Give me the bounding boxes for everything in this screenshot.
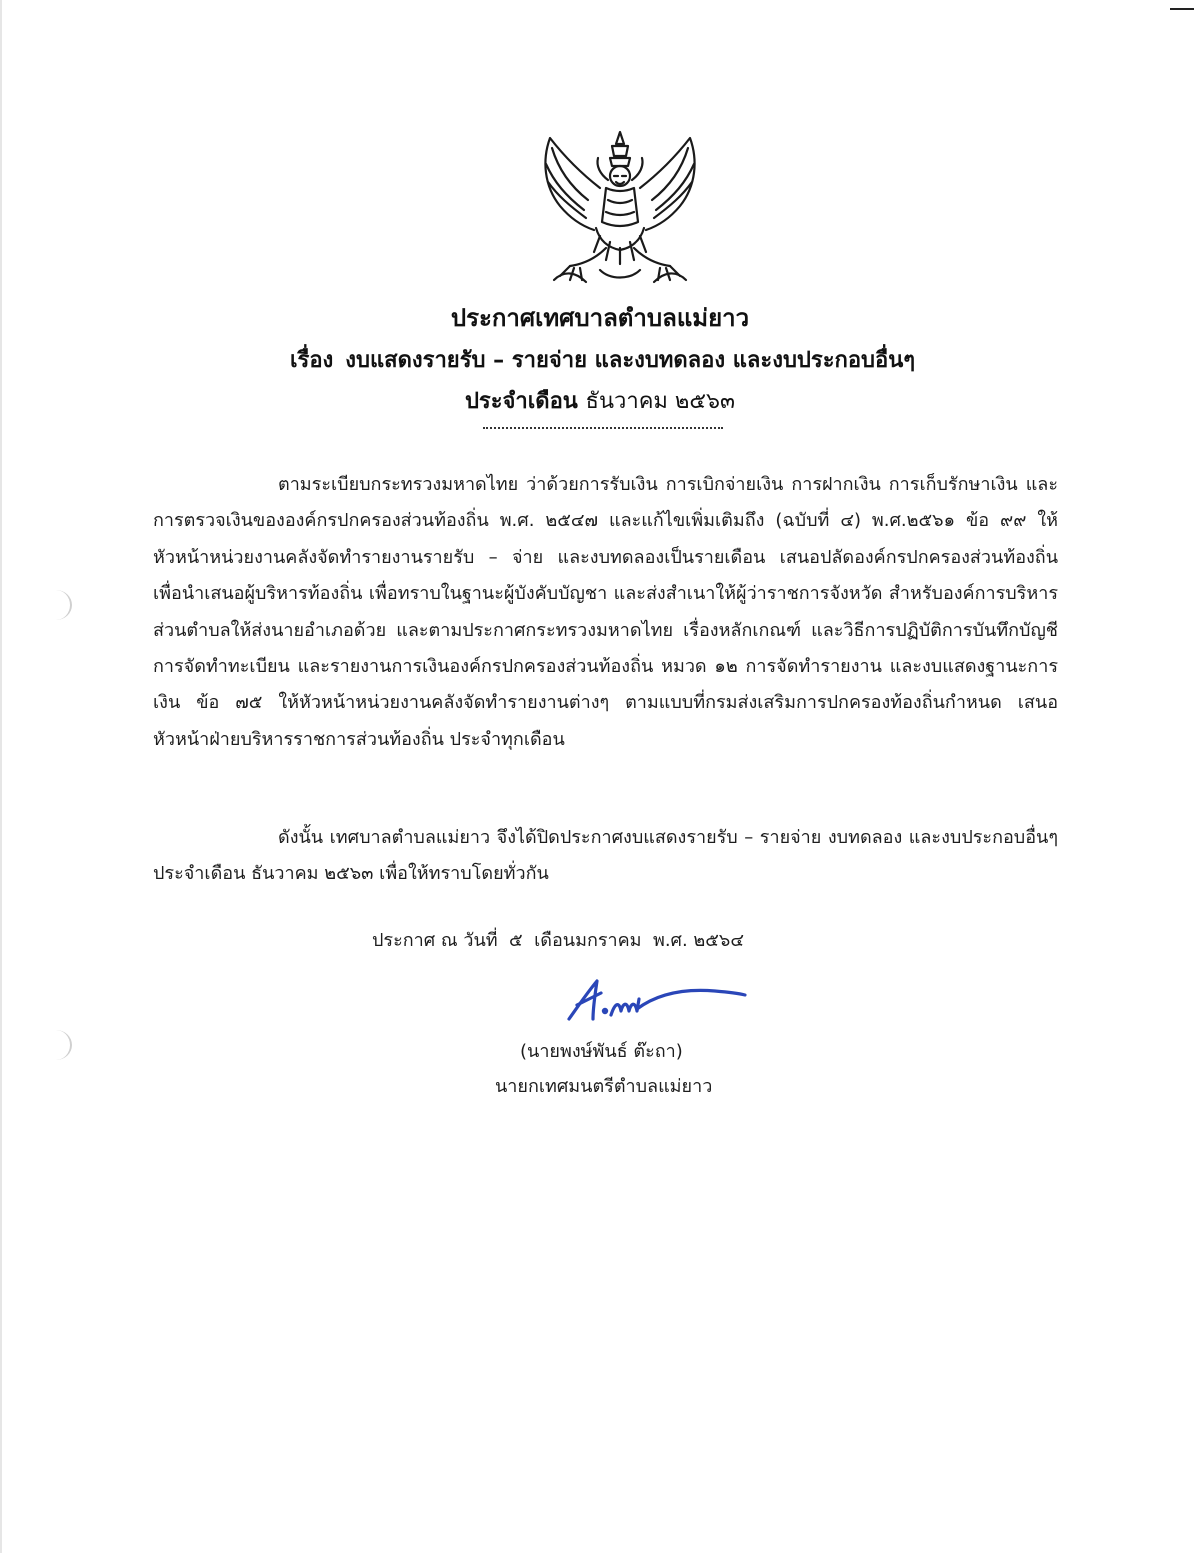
period-label: ประจำเดือน: [464, 389, 578, 414]
body-paragraph-2: ดังนั้น เทศบาลตำบลแม่ยาว จึงได้ปิดประกาศงบแสดงรายรับ – รายจ่าย งบทดลอง และงบประกอบอื่นๆ ประจำเดือน ธันวาคม ๒๕๖๓ เพื่อให้ทราบโดยทั่วกัน: [153, 827, 1058, 885]
garuda-emblem-icon: [530, 130, 710, 288]
subject-text: งบแสดงรายรับ – รายจ่าย และงบทดลอง และงบประกอบอื่นๆ: [345, 348, 916, 373]
subject-label: เรื่อง: [290, 348, 334, 373]
announcement-subject: [290, 342, 990, 377]
announcement-date: ประกาศ ณ วันที่ ๕ เดือนมกราคม พ.ศ. ๒๕๖๔: [372, 930, 744, 951]
announcement-title: ประกาศเทศบาลตำบลแม่ยาว: [450, 304, 750, 332]
period-value: ธันวาคม ๒๕๖๓: [585, 389, 736, 414]
punch-hole-mark-upper: [40, 590, 72, 620]
scan-edge-mark-left: [0, 0, 2, 1553]
announcement-period: [0, 383, 1200, 418]
scan-edge-mark-top-right: [1170, 8, 1194, 10]
signer-position: นายกเทศมนตรีตำบลแม่ยาว: [495, 1076, 713, 1097]
punch-hole-mark-lower: [40, 1030, 72, 1060]
handwritten-signature-icon: [565, 975, 750, 1027]
title-divider: [483, 427, 723, 429]
signer-name: (นายพงษ์พันธ์ ต๊ะถา): [520, 1041, 683, 1062]
body-paragraph-1: ตามระเบียบกระทรวงมหาดไทย ว่าด้วยการรับเงิน การเบิกจ่ายเงิน การฝากเงิน การเก็บรักษาเงิน และการตรวจเงินขององค์กรปกครองส่วนท้องถิ่น พ.ศ. ๒๕๔๗ และแก้ไขเพิ่มเติมถึง (ฉบับที่ ๔) พ.ศ.๒๕๖๑ ข้อ ๙๙ ให้หัวหน้าหน่วยงานคลังจัดทำรายงานรายรับ – จ่าย และงบทดลองเป็นรายเดือน เสนอปลัดองค์กรปกครองส่วนท้องถิ่น เพื่อนำเสนอผู้บริหารท้องถิ่น เพื่อทราบในฐานะผู้บังคับบัญชา และส่งสำเนาให้ผู้ว่าราชการจังหวัด สำหรับองค์การบริหารส่วนตำบลให้ส่งนายอำเภอด้วย และตามประกาศกระทรวงมหาดไทย เรื่องหลักเกณฑ์ และวิธีการปฏิบัติการบันทึกบัญชี การจัดทำทะเบียน และรายงานการเงินองค์กรปกครองส่วนท้องถิ่น หมวด ๑๒ การจัดทำรายงาน และงบแสดงฐานะการเงิน ข้อ ๗๕ ให้หัวหน้าหน่วยงานคลังจัดทำรายงานต่างๆ ตามแบบที่กรมส่งเสริมการปกครองท้องถิ่นกำหนด เสนอหัวหน้าฝ่ายบริหารราชการส่วนท้องถิ่น ประจำทุกเดือน: [153, 474, 1058, 750]
